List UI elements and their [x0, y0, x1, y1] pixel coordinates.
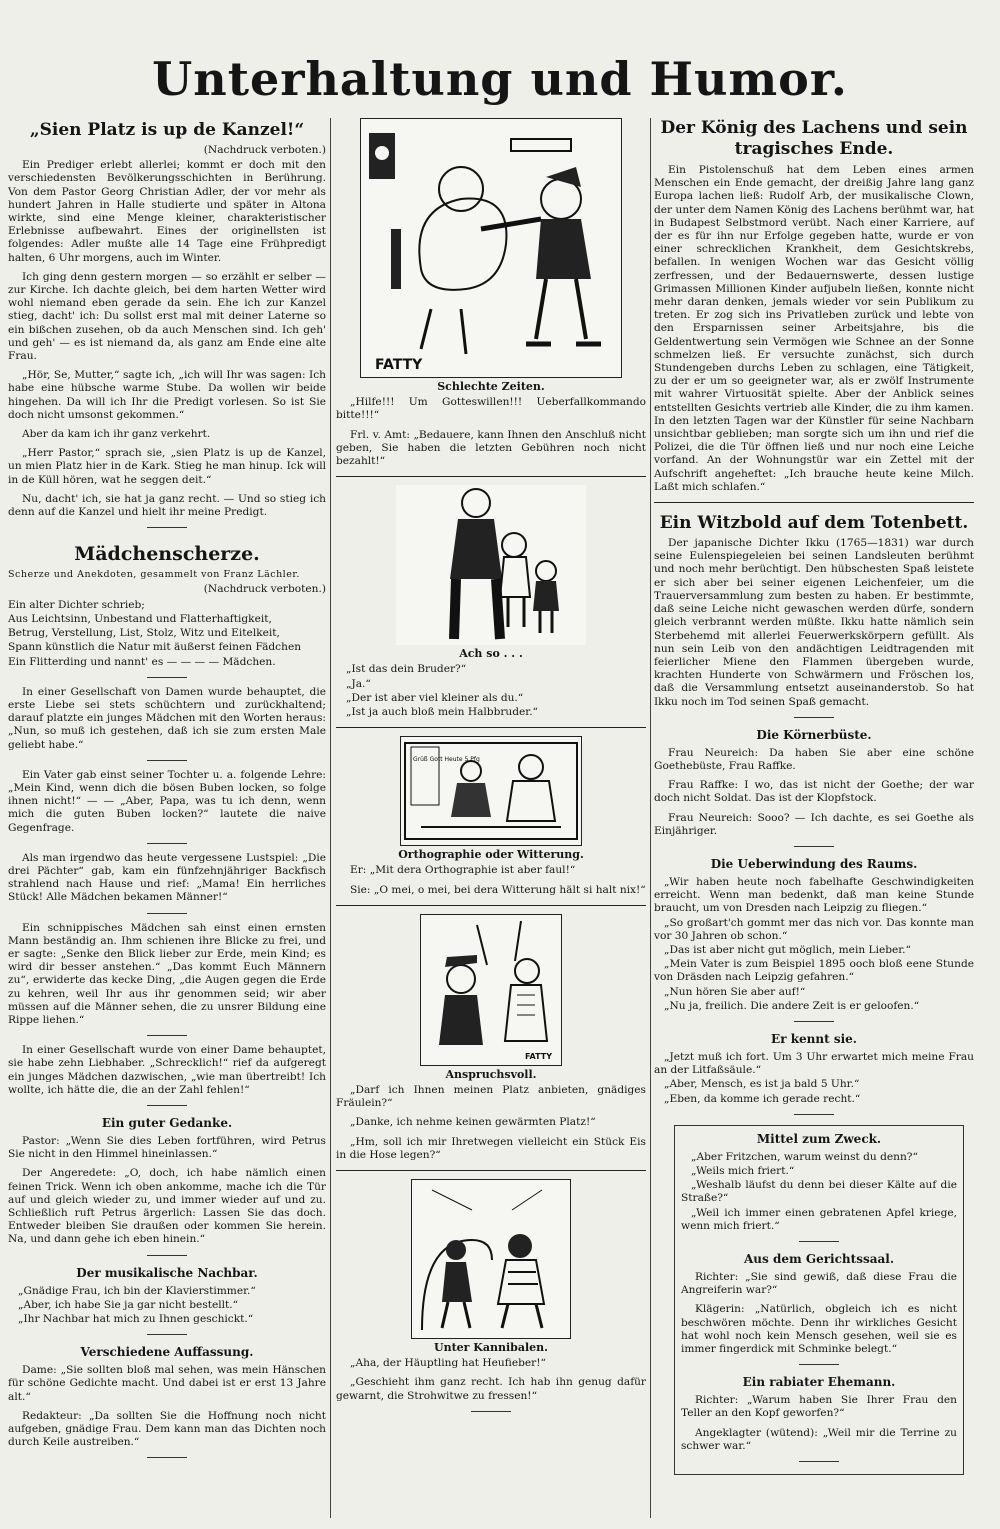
divider — [336, 905, 646, 906]
shop-sign: Grüß Gott Heute 5 Pfg — [413, 756, 480, 764]
poem — [8, 599, 326, 669]
divider — [147, 1035, 187, 1036]
paragraph: „Darf ich Ihnen meinen Platz anbieten, gnädiges Fräulein?“ — [336, 1084, 646, 1110]
article-title: Er kennt sie. — [771, 1031, 857, 1046]
dialog-line: „Aber Fritzchen, warum weinst du denn?“ — [691, 1150, 918, 1163]
paragraph: Dame: „Sie sollten bloß mal sehen, was mein Hänschen für schöne Gedichte macht. Und dabei ist er erst 13 Jahre alt.“ — [8, 1364, 326, 1403]
paragraph: „Geschieht ihm ganz recht. Ich hab ihn genug dafür gewarnt, die Strohwitwe zu fressen!“ — [336, 1376, 646, 1402]
cartoon-signature: FATTY — [375, 357, 423, 373]
dialog-line: „Ja.“ — [346, 677, 371, 690]
paragraph: In einer Gesellschaft wurde von einer Dame behauptet, sie habe zehn Liebhaber. „Schrecklich!“ rief da aufgeregt ein junges Mädchen dazwischen, „wie man übertreibt! Ich wollte, ich hätte die, die an der Zahl fehlen!“ — [8, 1044, 326, 1096]
article-title: Die Ueberwindung des Raums. — [710, 856, 918, 871]
paragraph: Der japanische Dichter Ikku (1765—1831) war durch seine Eulenspiegeleien bei seinen Landsleuten berühmt und noch mehr berüchtigt. Den hübschesten Spaß leistete er sich aber bei seiner eigenen Leichenfeier, um die Trauerversammlung zum besten zu haben. Er bestimmte, daß seine Leiche nicht gewaschen werden dürfe, sondern gleich verbrannt werden müßte. Ikku hatte nämlich sein Sterbehemd mit allerlei Feuerwerkskörpern gefüllt. Als nun sein Leib von den andächtigen Leidtragenden mit feierlicher Miene den Flammen übergeben wurde, krachten Hunderte von Schwärmern und Fröschen los, daß die Versammlung entsetzt auseinanderstob. So hat Ikku noch im Tod seinen Spaß gemacht. — [654, 537, 974, 708]
paragraph: Richter: „Warum haben Sie Ihrer Frau den Teller an den Kopf geworfen?“ — [681, 1394, 957, 1420]
cartoon-drawing — [361, 119, 621, 377]
dialog-line: „Nun hören Sie aber auf!“ — [664, 985, 806, 998]
dialog-line: „Aber, Mensch, es ist ja bald 5 Uhr.“ — [664, 1078, 860, 1091]
divider — [794, 1114, 834, 1115]
dialog-line: „Weil ich immer einen gebratenen Apfel kriege, wenn mich friert.“ — [681, 1206, 957, 1232]
article-title: Ein guter Gedanke. — [101, 1115, 233, 1130]
article-title: Aus dem Gerichtssaal. — [743, 1252, 894, 1266]
dialog-line: „Der ist aber viel kleiner als du.“ — [346, 691, 524, 704]
article-title: Ein rabiater Ehemann. — [742, 1375, 896, 1390]
divider — [799, 1241, 839, 1242]
divider — [147, 1457, 187, 1458]
divider — [336, 1170, 646, 1171]
dialog-line: „Das ist aber nicht gut möglich, mein Lieber.“ — [664, 943, 911, 956]
dialog-line: „Wir haben heute noch fabelhafte Geschwindigkeiten erreicht. Wenn man bedenkt, daß man keine Stunde braucht, um von Dresden nach Leipzig zu fliegen.“ — [654, 875, 974, 915]
paragraph: „Hör, Se, Mutter,“ sagte ich, „ich will Ihr was sagen: Ich habe eine hübsche warme Stube. Da wollen wir beide hingehen. Da will ich Ihr die Predigt vorlesen. So ist Sie doch nicht umsonst gekommen.“ — [8, 369, 326, 421]
poem-line: Ein alter Dichter schrieb; — [8, 598, 145, 611]
article-title: Der musikalische Nachbar. — [76, 1265, 258, 1280]
divider — [147, 843, 187, 844]
cartoon-demanding — [420, 914, 562, 1066]
paragraph: „Hm, soll ich mir Ihretwegen vielleicht ein Stück Eis in die Hose legen?“ — [336, 1135, 646, 1161]
dialog-line: „Eben, da komme ich gerade recht.“ — [664, 1092, 861, 1105]
cartoon-drawing — [396, 485, 586, 645]
column-middle — [336, 118, 646, 1420]
paragraph: Er: „Mit dera Orthographie ist aber faul!“ — [350, 864, 576, 877]
cartoon-bad-times — [360, 118, 622, 378]
dialog-line: „Jetzt muß ich fort. Um 3 Uhr erwartet mich meine Frau an der Litfaßsäule.“ — [654, 1050, 974, 1077]
reprint-note: (Nachdruck verboten.) — [203, 583, 326, 596]
paragraph: Richter: „Sie sind gewiß, daß diese Frau die Angreiferin war?“ — [681, 1271, 957, 1297]
article-title: Mädchenscherze. — [74, 543, 260, 566]
article-title: Die Körnerbüste. — [756, 727, 872, 742]
cartoon-half-brother — [396, 485, 586, 645]
divider — [794, 717, 834, 718]
article-title: Mittel zum Zweck. — [756, 1131, 882, 1146]
divider — [147, 677, 187, 678]
paragraph: Ein Vater gab einst seiner Tochter u. a. folgende Lehre: „Mein Kind, wenn dich die bösen Buben locken, so folge ihnen nicht!“ — — „Aber, Papa, was tu ich denn, wenn mich die guten Buben locken?“ lautete die naive Gegenfrage. — [8, 768, 326, 834]
divider — [147, 1255, 187, 1256]
paragraph: Der Angeredete: „O, doch, ich habe nämlich einen feinen Trick. Wenn ich oben ankomme, mache ich die Tür auf und gleich wieder zu, und immer wieder auf und zu. Schließlich ruft Petrus ärgerlich: Lassen Sie das doch. Entweder bleiben Sie draußen oder kommen Sie herein. Na, und dann gehe ich eben hinein.“ — [8, 1167, 326, 1246]
paragraph: Frau Raffke: I wo, das ist nicht der Goethe; der war doch nicht Soldat. Das ist der Klopfstock. — [654, 779, 974, 805]
dialog-line: „Weils mich friert.“ — [691, 1164, 795, 1177]
paragraph: In einer Gesellschaft von Damen wurde behauptet, die erste Liebe sei stets schüchtern und zurückhaltend; darauf platzte ein junges Mädchen mit den Worten heraus: „Nun, so muß ich gestehen, daß ich sie zum ersten Male geliebt habe.“ — [8, 685, 326, 751]
reprint-note: (Nachdruck verboten.) — [203, 144, 326, 156]
paragraph: Frau Neureich: Da haben Sie aber eine schöne Goethebüste, Frau Raffke. — [654, 746, 974, 772]
article-title: Ein Witzbold auf dem Totenbett. — [659, 513, 969, 534]
dialog-line: „Ihr Nachbar hat mich zu Ihnen geschickt.“ — [18, 1313, 254, 1326]
paragraph: Ein Pistolenschuß hat dem Leben eines armen Menschen ein Ende gemacht, der dreißig Jahre lang ganz Europa lachen ließ: Rudolf Arb, der musikalische Clown, der unter dem Namen König des Lachens berühmt war, hat in Budapest Selbstmord verübt. Nach einer Karriere, auf der es für ihn nur Erfolge gegeben hatte, wurde er von einer schrecklichen Krankheit, dem Gesichtskrebs, befallen. In wenigen Wochen war das Gesicht völlig zerfressen, und der Bedauernswerte, dessen lustige Grimassen Millionen Kinder aufjubeln ließen, konnte nicht mehr daran denken, jemals wieder vor sein Publikum zu treten. Er zog sich ins Privatleben zurück und lebte von den Ersparnissen seiner Arbeitsjahre, bis die Geldentwertung sein Vermögen wie Schnee an der Sonne schmelzen ließ. Er versuchte zunächst, sich durch Stundengeben durchs Leben zu schlagen, eine Tätigkeit, zu der er um so geeigneter war, als er zwölf Instrumente mit wahrer Virtuosität spielte. Aber der Anblick seines entstellten Gesichts vertrieb alle Kinder, die zu ihm kamen. In den letzten Tagen war der Künstler für seine Nachbarn unsichtbar geblieben; man sorgte sich um ihn und rief die Polizei, die die Tür öffnen ließ und nur noch eine Leiche vorfand. An der Wohnungstür war ein Zettel mit der Aufschrift angeheftet: „Ich brauche heute keine Milch. Laßt mich schlafen.“ — [654, 164, 974, 493]
article-title: Verschiedene Auffassung. — [80, 1345, 254, 1360]
cartoon-caption: Ach so . . . — [459, 647, 523, 661]
dialog-line: „Mein Vater is zum Beispiel 1895 ooch bloß eene Stunde von Dräsden nach Leipzig gefahren.“ — [654, 958, 974, 984]
paragraph: Als man irgendwo das heute vergessene Lustspiel: „Die drei Pächter“ gab, kam ein fünfzehnjähriger Backfisch strahlend nach Hause und rief: „Mama! Ein herrliches Stück! Alle Mädchen bekamen Männer!“ — [8, 851, 326, 904]
column-rule-2 — [650, 118, 651, 1518]
page-masthead: Unterhaltung und Humor. — [152, 52, 848, 106]
paragraph: „Aha, der Häuptling hat Heufieber!“ — [350, 1357, 546, 1370]
paragraph: Klägerin: „Natürlich, obgleich ich es nicht beschwören möchte. Denn ihr wirkliches Gesicht hat wohl noch kein Mensch gesehen, weil sie es immer fingerdick mit Schminke belegt.“ — [681, 1303, 957, 1356]
divider — [147, 760, 187, 761]
divider — [147, 527, 187, 528]
paragraph: Sie: „O mei, o mei, bei dera Witterung hält si halt nix!“ — [350, 883, 646, 896]
paragraph: „Danke, ich nehme keinen gewärmten Platz!“ — [350, 1116, 596, 1129]
column-left — [8, 118, 326, 1466]
divider — [799, 1364, 839, 1365]
dialog-line: „Nu ja, freilich. Die andere Zeit is er geloofen.“ — [664, 999, 920, 1012]
article-title: Der König des Lachens und sein tragisches Ende. — [660, 118, 968, 159]
paragraph: „Hilfe!!! Um Gotteswillen!!! Ueberfallkommando bitte!!!“ — [336, 396, 646, 422]
divider — [147, 1334, 187, 1335]
divider — [799, 1461, 839, 1462]
paragraph: Ein schnippisches Mädchen sah einst einen ernsten Mann beständig an. Ihm schienen ihre Blicke zu frei, und er sagte: „Senke den Blick lieber zur Erde, mein Kind; es wird dir besser anstehen.“ „Das kommt Euch Männern zu“, erwiderte das kecke Ding, „die Augen gegen die Erde zu kehren, weil Ihr aus ihr genommen seid; wir aber müssen auf die Männer sehen, die zu unsrer Bildung eine Rippe liehen.“ — [8, 921, 326, 1026]
cartoon-signature: FATTY — [525, 1051, 553, 1061]
boxed-jokes — [674, 1125, 964, 1475]
cartoon-drawing — [412, 1180, 570, 1338]
column-rule-1 — [330, 118, 331, 1518]
divider — [147, 1105, 187, 1106]
article-title: „Sien Platz is up de Kanzel!“ — [29, 120, 305, 140]
paragraph: Frau Neureich: Sooo? — Ich dachte, es sei Goethe als Einjähriger. — [654, 811, 974, 837]
cartoon-caption: Schlechte Zeiten. — [437, 380, 545, 393]
column-right — [654, 118, 974, 1479]
paragraph: Angeklagter (wütend): „Weil mir die Terrine zu schwer war.“ — [681, 1426, 957, 1452]
divider — [794, 1021, 834, 1022]
cartoon-orthography — [400, 736, 582, 846]
dialog-line: „So großart'ch gommt mer das nich vor. Das konnte man vor 30 Jahren ob schon.“ — [654, 916, 974, 942]
divider — [654, 502, 974, 503]
poem-line: Aus Leichtsinn, Unbestand und Flatterhaftigkeit, — [8, 612, 272, 625]
paragraph: Ich ging denn gestern morgen — so erzählt er selber — zur Kirche. Ich dachte gleich, bei dem harten Wetter wird wohl niemand eben gerade da sein. Ehe ich zur Kanzel stieg, dacht' ich: Du sollst erst mal mit deiner Laterne so ein bißchen zusehen, ob da auch Menschen sind. Ich geh' und geh' — es ist niemand da, als ganz am Ende eine alte Frau. — [8, 270, 326, 363]
poem-line: Betrug, Verstellung, List, Stolz, Witz und Eitelkeit, — [8, 627, 280, 640]
divider — [336, 727, 646, 728]
paragraph: Ein Prediger erlebt allerlei; kommt er doch mit den verschiedensten Bevölkerungsschichten in Berührung. Von dem Pastor Georg Christian Adler, der vor mehr als hundert Jahren in Halle studierte und später in Altona wirkte, sind eine Menge kleiner, charakteristischer Erlebnisse aufbewahrt. Eines der originellsten ist folgendes: Adler mußte alle 14 Tage eine Frühpredigt halten, 6 Uhr morgens, auch im Winter. — [8, 159, 326, 264]
cartoon-drawing — [421, 915, 561, 1065]
dialog-line: „Aber, ich habe Sie ja gar nicht bestellt.“ — [18, 1298, 239, 1311]
dialog-line: „Weshalb läufst du denn bei dieser Kälte auf die Straße?“ — [681, 1179, 957, 1205]
paragraph: Pastor: „Wenn Sie dies Leben fortführen, wird Petrus Sie nicht in den Himmel hineinlassen.“ — [8, 1134, 326, 1161]
poem-line: Ein Flitterding und nannt' es — — — — Mädchen. — [8, 655, 276, 668]
cartoon-caption: Unter Kannibalen. — [434, 1341, 548, 1355]
byline: Scherze und Anekdoten, gesammelt von Franz Lächler. — [8, 569, 300, 581]
paragraph: Frl. v. Amt: „Bedauere, kann Ihnen den Anschluß nicht geben, Sie haben die letzten Gebühren noch nicht bezahlt!“ — [336, 428, 646, 468]
paragraph: Nu, dacht' ich, sie hat ja ganz recht. — Und so stieg ich denn auf die Kanzel und hielt ihr meine Predigt. — [8, 492, 326, 519]
divider — [336, 476, 646, 477]
poem-line: Spann künstlich die Natur mit äußerst feinen Fädchen — [8, 641, 302, 654]
divider — [147, 913, 187, 914]
dialog-line: „Ist das dein Bruder?“ — [346, 663, 467, 676]
divider — [471, 1411, 511, 1412]
dialog-line: „Gnädige Frau, ich bin der Klavierstimmer.“ — [18, 1284, 256, 1297]
paragraph: „Herr Pastor,“ sprach sie, „sien Platz is up de Kanzel, un mien Platz hier in de Kark. Stieg he man hinup. Ick will in de Küll hören, wat he seggen deit.“ — [8, 447, 326, 486]
dialog-line: „Ist ja auch bloß mein Halbbruder.“ — [346, 706, 538, 719]
divider — [794, 846, 834, 847]
cartoon-drawing — [401, 737, 581, 845]
cartoon-cannibals — [411, 1179, 571, 1339]
paragraph: Aber da kam ich ihr ganz verkehrt. — [22, 428, 211, 441]
cartoon-caption: Anspruchsvoll. — [445, 1067, 537, 1081]
cartoon-caption: Orthographie oder Witterung. — [398, 848, 584, 862]
paragraph: Redakteur: „Da sollten Sie die Hoffnung noch nicht aufgeben, gnädige Frau. Dem kann man das Dichten noch durch Keile austreiben.“ — [8, 1409, 326, 1449]
